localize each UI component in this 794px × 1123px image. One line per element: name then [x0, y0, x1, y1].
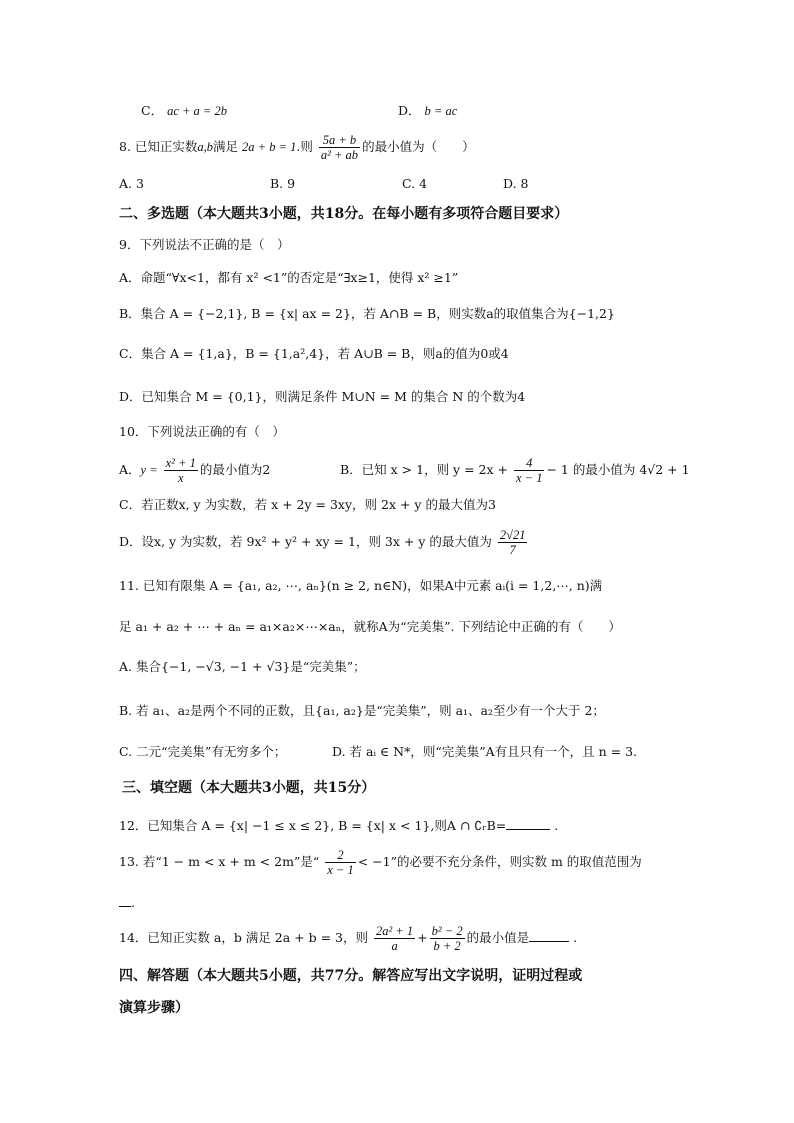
q9-stem: 9．下列说法不正确的是（ ）	[119, 237, 290, 252]
section-4-heading-line2: 演算步骤）	[119, 1000, 189, 1016]
q9-option-a: A．命题“∀x<1，都有 x² <1”的否定是“∃x≥1，使得 x² ≥1”	[119, 270, 459, 285]
q8-option-c: C. 4	[402, 176, 428, 191]
q12-text: 12．已知集合 A = {x| −1 ≤ x ≤ 2}, B = {x| x < 1},则A ∩ ∁ᵣB=	[119, 818, 507, 833]
q14-end: .	[573, 930, 578, 945]
q8-option-b: B. 9	[270, 176, 296, 191]
q12-answer-blank	[506, 817, 550, 830]
q10-option-b-prefix: B．已知 x > 1，则 y = 2x +	[340, 462, 508, 477]
q14-answer-blank	[529, 929, 569, 942]
q12-end: .	[554, 818, 559, 833]
q7-option-c-math: ac + a = 2b	[167, 104, 227, 118]
q10-b-denominator: x − 1	[515, 471, 543, 485]
q8-option-a: A. 3	[119, 176, 144, 191]
q7-option-d-label: D．	[398, 103, 421, 118]
q10-option-d-fraction	[498, 528, 528, 557]
q10-option-a-suffix: 的最小值为2	[199, 462, 271, 477]
q14-suffix: 的最小值是	[466, 930, 530, 945]
q9-option-c: C．集合 A = {1,a}，B = {1,a²,4}，若 A∪B = B，则a的值为0或4	[119, 346, 509, 361]
q10-option-d-prefix: D．设x, y 为实数，若 9x² + y² + xy = 1，则 3x + y 的最大值为	[119, 534, 492, 549]
q12	[119, 817, 558, 834]
q13-prefix: 13. 若“1 − m < x + m < 2m”是“	[119, 854, 320, 869]
q10-option-a	[119, 454, 270, 486]
q13-suffix: < −1”的必要不充分条件，则实数 m 的取值范围为	[357, 854, 642, 869]
q14-denominator-2: b + 2	[433, 939, 461, 953]
q7-option-c-label: C．	[141, 103, 164, 118]
q7-option-d-math: b = ac	[424, 104, 458, 118]
q10-option-a-label: A．	[119, 462, 141, 477]
section-4-heading-line1: 四、解答题（本大题共5小题，共77分。解答应写出文字说明，证明过程或	[119, 968, 583, 984]
q10-option-b	[340, 454, 690, 486]
q14-prefix: 14．已知正实数 a，b 满足 2a + b = 3，则	[119, 930, 368, 945]
q11-option-b: B. 若 a₁、a₂是两个不同的正数，且{a₁, a₂}是“完美集”，则 a₁、a₂至少有一个大于 2；	[119, 703, 605, 718]
q8-stem	[119, 130, 475, 164]
q10-option-a-fraction	[164, 456, 198, 485]
q14-plus: +	[417, 930, 428, 945]
q10-a-denominator: x	[177, 471, 184, 485]
q10-d-numerator: 2√21	[499, 528, 526, 542]
q14-fraction-1	[374, 924, 415, 953]
q10-stem: 10．下列说法正确的有（ ）	[119, 424, 285, 439]
q8-condition: 2a + b = 1	[242, 140, 297, 154]
q10-option-d	[119, 526, 529, 558]
q14-numerator-1: 2a² + 1	[375, 924, 414, 938]
q8-option-d: D. 8	[503, 176, 529, 191]
q8-suffix: 的最小值为（ ）	[362, 139, 475, 154]
q8-then: .则	[296, 139, 313, 154]
q14	[119, 920, 577, 956]
q11-option-c: C. 二元“完美集”有无穷多个；	[119, 744, 287, 759]
q11-option-a: A. 集合{−1, −√3, −1 + √3}是“完美集”；	[119, 659, 366, 674]
q13-end: .	[131, 895, 135, 910]
q14-denominator-1: a	[391, 939, 398, 953]
q8-fraction	[319, 133, 360, 162]
section-3-heading: 三、填空题（本大题共3小题，共15分）	[122, 780, 376, 796]
q13-fraction	[325, 848, 355, 877]
q7-option-c	[141, 103, 227, 119]
section-2-heading: 二、多选题（本大题共3小题，共18分。在每小题有多项符合题目要求）	[119, 206, 569, 222]
q13-denominator: x − 1	[327, 863, 354, 877]
q13-answer-line	[119, 895, 135, 911]
q11-stem-line2: 足 a₁ + a₂ + ⋯ + aₙ = a₁×a₂×⋯×aₙ，就称A为“完美集”. 下列结论中正确的有（ ）	[119, 619, 621, 634]
q10-option-c: C．若正数x, y 为实数，若 x + 2y = 3xy，则 2x + y 的最大值为3	[119, 497, 496, 512]
q11-option-d: D. 若 aᵢ ∈ N*，则“完美集”A有且只有一个，且 n = 3.	[332, 744, 638, 759]
q9-option-b: B．集合 A = {−2,1}, B = {x| ax = 2}，若 A∩B = B，则实数a的取值集合为{−1,2}	[119, 306, 615, 321]
q8-frac-denominator: a² + ab	[320, 148, 359, 162]
q7-option-d	[398, 103, 457, 119]
q8-mid: 满足	[213, 139, 239, 154]
q10-option-b-suffix: − 1 的最小值为 4√2 + 1	[546, 462, 690, 477]
q13	[119, 846, 642, 878]
q14-numerator-2: b² − 2	[431, 924, 463, 938]
q10-b-numerator: 4	[514, 456, 544, 471]
q10-option-a-y: y =	[140, 463, 158, 477]
q10-d-denominator: 7	[509, 543, 516, 557]
q8-frac-numerator: 5a + b	[319, 133, 360, 148]
q8-vars: a,b	[197, 140, 214, 154]
q13-numerator: 2	[325, 848, 355, 863]
q13-answer-blank	[119, 896, 131, 907]
q11-stem-line1: 11. 已知有限集 A = {a₁, a₂, ⋯, aₙ}(n ≥ 2, n∈N)，如果A中元素 aᵢ(i = 1,2,⋯, n)满	[119, 578, 603, 593]
q10-a-numerator: x² + 1	[165, 456, 196, 470]
q9-option-d: D．已知集合 M = {0,1}，则满足条件 M∪N = M 的集合 N 的个数为4	[119, 389, 526, 404]
q14-fraction-2	[430, 924, 465, 953]
q8-prefix: 8. 已知正实数	[119, 139, 198, 154]
q10-option-b-fraction	[514, 456, 544, 485]
